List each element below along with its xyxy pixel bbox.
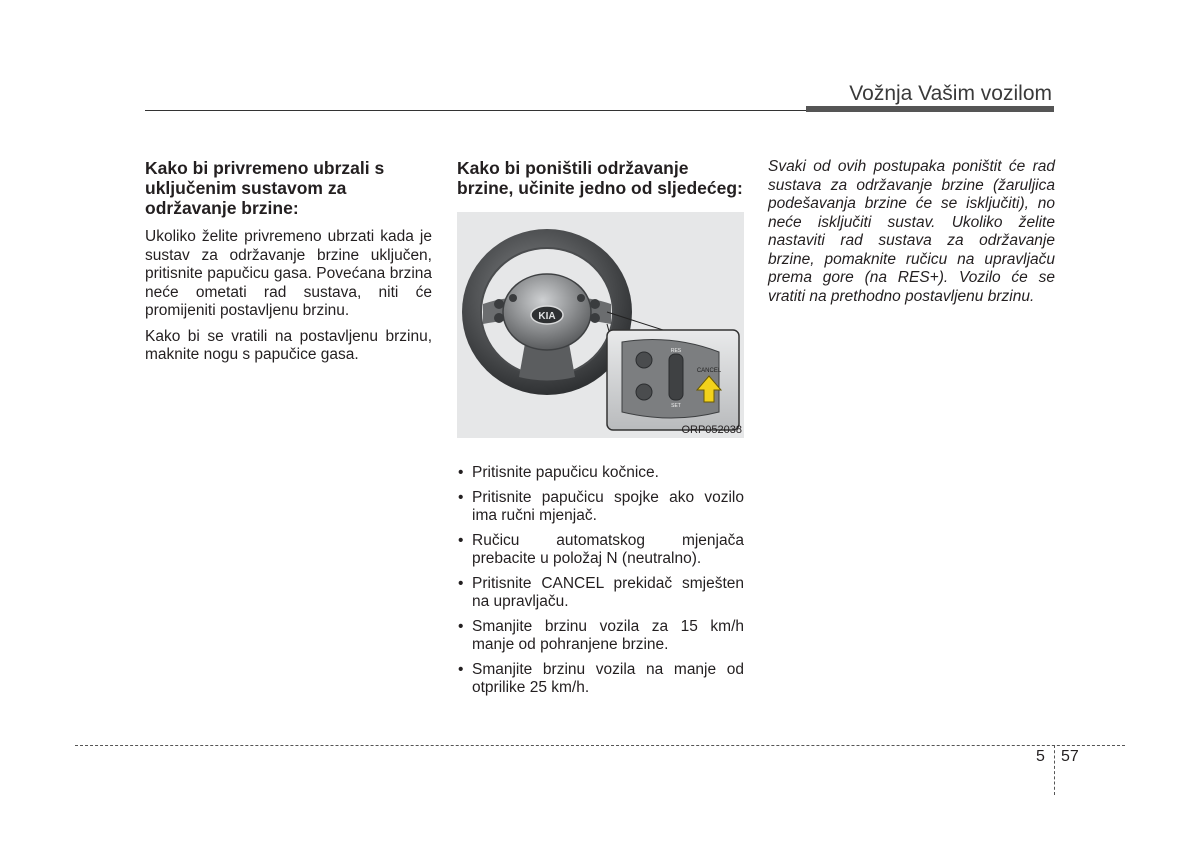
- res-label: RES: [670, 348, 682, 354]
- section-heading-cancel: Kako bi poništili održavanje brzine, učinite jedno od sljedećeg:: [457, 158, 743, 198]
- header-rule-accent: [806, 106, 1054, 112]
- cancel-methods-list: [457, 464, 744, 698]
- list-item: • Smanjite brzinu vozila za 15 km/h manje od pohranjene brzine.: [457, 618, 744, 655]
- footer-rule: [75, 745, 1125, 746]
- section-heading-accelerate: Kako bi privremeno ubrzali s uključenim sustavom za održavanje brzine:: [145, 158, 385, 218]
- cancel-label: CANCEL: [696, 368, 722, 374]
- footer-divider: [1054, 745, 1055, 795]
- list-item: • Pritisnite CANCEL prekidač smješten na upravljaču.: [457, 575, 744, 612]
- header-rule: [145, 110, 810, 111]
- paragraph: Ukoliko želite privremeno ubrzati kada je sustav za održavanje brzine uključen, pritisnite papučicu gasa. Povećana brzina neće ometati rad sustava, niti će promijeniti postavljenu brzinu.: [145, 228, 432, 319]
- list-item: • Ručicu automatskog mjenjača prebacite u položaj N (neutralno).: [457, 532, 744, 569]
- list-item: • Pritisnite papučicu spojke ako vozilo ima ručni mjenjač.: [457, 489, 744, 526]
- list-item: • Pritisnite papučicu kočnice.: [457, 464, 744, 483]
- list-item: • Smanjite brzinu vozila na manje od otprilike 25 km/h.: [457, 661, 744, 698]
- column-right: [768, 158, 1055, 313]
- column-middle: [457, 158, 744, 704]
- paragraph: Kako bi se vratili na postavljenu brzinu, maknite nogu s papučice gasa.: [145, 327, 432, 363]
- column-left: [145, 158, 432, 372]
- steering-wheel-illustration: [457, 212, 744, 438]
- chapter-number: 5: [1036, 748, 1045, 765]
- page-header-title: Vožnja Vašim vozilom: [849, 82, 1052, 105]
- note-paragraph: Svaki od ovih postupaka poništit će rad sustava za održavanje brzine (žaruljica podešavanja brzine će se isključiti), no neće isključiti sustav. Ukoliko želite nastaviti rad sustava za održavanje brzine, pomaknite ručicu na upravljaču prema gore (na RES+). Vozilo će se vratiti na prethodno postavljenu brzinu.: [768, 158, 1055, 305]
- figure-code: ORP052038: [681, 424, 742, 436]
- page-number: 57: [1061, 748, 1079, 765]
- set-label: SET: [671, 403, 681, 409]
- svg-text:KIA: KIA: [538, 311, 556, 322]
- steering-wheel-figure: [457, 212, 744, 438]
